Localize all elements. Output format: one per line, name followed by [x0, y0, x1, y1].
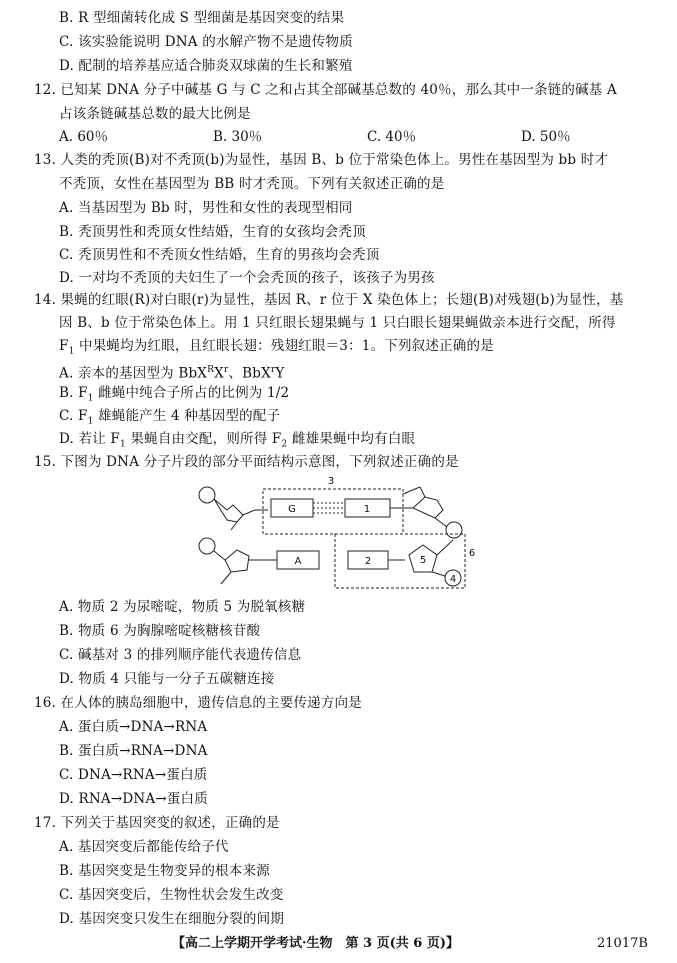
label-a: A [294, 556, 302, 567]
q13-option-a: A. 当基因型为 Bb 时，男性和女性的表现型相同 [59, 200, 353, 216]
q11-option-d: D. 配制的培养基应适合肺炎双球菌的生长和繁殖 [59, 58, 353, 74]
q11-option-b: B. R 型细菌转化成 S 型细菌是基因突变的结果 [59, 10, 345, 26]
phosphate-circle-top-right [446, 522, 462, 538]
q14-option-d: D. 若让 $F_1$ 果蝇自由交配，则所得 $F_2$ 雌雄果蝇中均有白眼 [59, 431, 416, 450]
page-footer-code: 21017B [597, 936, 648, 951]
q17-option-b: B. 基因突变是生物变异的根本来源 [59, 863, 270, 879]
q12-stem-line2: 占该条链碱基总数的最大比例是 [59, 106, 251, 122]
label-2: 2 [364, 556, 372, 567]
q14-stem-line2: 因 B、b 位于常染色体上。用 1 只红眼长翅果蝇与 1 只白眼长翅果蝇做亲本进行交配，所得 [59, 315, 616, 331]
q13-stem-line1: 13. 人类的秃顶(B)对不秃顶(b)为显性，基因 B、b 位于常染色体上。男性在基因型为 bb 时才 [34, 152, 609, 168]
q11-option-c: C. 该实验能说明 DNA 的水解产物不是遗传物质 [59, 34, 353, 50]
q16-option-b: B. 蛋白质→RNA→DNA [59, 743, 208, 759]
q17-stem: 17. 下列关于基因突变的叙述，正确的是 [34, 815, 280, 831]
dna-structure-diagram [185, 472, 490, 592]
q16-option-d: D. RNA→DNA→蛋白质 [59, 791, 208, 807]
q12-option-c: C. 40％ [367, 129, 417, 145]
q13-option-d: D. 一对均不秃顶的夫妇生了一个会秃顶的孩子，该孩子为男孩 [59, 270, 435, 286]
q12-option-a: A. 60％ [59, 129, 109, 145]
q12-option-b: B. 30％ [213, 129, 263, 145]
phosphate-circle-bottom-left [199, 538, 215, 554]
q15-option-d: D. 物质 4 只能与一分子五碳糖连接 [59, 671, 275, 687]
q16-option-a: A. 蛋白质→DNA→RNA [59, 719, 208, 735]
q17-option-c: C. 基因突变后，生物性状会发生改变 [59, 887, 284, 903]
q14-option-b: B. $F_1$ 雌蝇中纯合子所占的比例为 1/2 [59, 385, 290, 404]
q14-stem-line1: 14. 果蝇的红眼(R)对白眼(r)为显性，基因 R、r 位于 X 染色体上；长翅(B)对残翅(b)为显性，基 [34, 292, 624, 308]
q17-option-a: A. 基因突变后都能传给子代 [59, 839, 229, 855]
label-4: 4 [449, 574, 457, 585]
q14-stem-line3: $F_1$ 中果蝇均为红眼，且红眼长翅：残翅红眼＝3：1。下列叙述正确的是 [59, 338, 494, 357]
q16-option-c: C. DNA→RNA→蛋白质 [59, 767, 208, 783]
q14-option-c: C. $F_1$ 雄蝇能产生 4 种基因型的配子 [59, 408, 281, 427]
q15-option-a: A. 物质 2 为尿嘧啶，物质 5 为脱氧核糖 [59, 599, 306, 615]
q15-option-b: B. 物质 6 为胸腺嘧啶核糖核苷酸 [59, 623, 261, 639]
phosphate-circle-top-left [199, 487, 215, 503]
label-g: G [288, 504, 296, 515]
q16-stem: 16. 在人体的胰岛细胞中，遗传信息的主要传递方向是 [34, 695, 362, 711]
pentose-bottom-left [225, 550, 249, 572]
q13-option-c: C. 秃顶男性和不秃顶女性结婚，生育的男孩均会秃顶 [59, 247, 380, 263]
label-1: 1 [363, 504, 371, 515]
label-6: 6 [468, 548, 476, 559]
pentose-top-left [214, 499, 243, 522]
label-3: 3 [327, 476, 335, 487]
page-footer-label: 【高二上学期开学考试·生物 第 3 页(共 6 页)】 [172, 936, 460, 951]
q15-option-c: C. 碱基对 3 的排列顺序能代表遗传信息 [59, 647, 302, 663]
q13-stem-line2: 不秃顶，女性在基因型为 BB 时才秃顶。下列有关叙述正确的是 [59, 176, 445, 192]
q12-stem-line1: 12. 已知某 DNA 分子中碱基 G 与 C 之和占其全部碱基总数的 40％，那么其中一条链的碱基 A [34, 82, 617, 98]
q13-option-b: B. 秃顶男性和秃顶女性结婚，生育的女孩均会秃顶 [59, 224, 366, 240]
label-5: 5 [419, 555, 427, 566]
q12-option-d: D. 50％ [521, 129, 571, 145]
pentose-top-right [413, 497, 443, 518]
q17-option-d: D. 基因突变只发生在细胞分裂的间期 [59, 911, 285, 927]
q14-option-a: A. 亲本的基因型为 $BbX^RX^r$、BbX$^r$Y [59, 365, 285, 382]
q15-stem: 15. 下图为 DNA 分子片段的部分平面结构示意图，下列叙述正确的是 [34, 454, 459, 470]
